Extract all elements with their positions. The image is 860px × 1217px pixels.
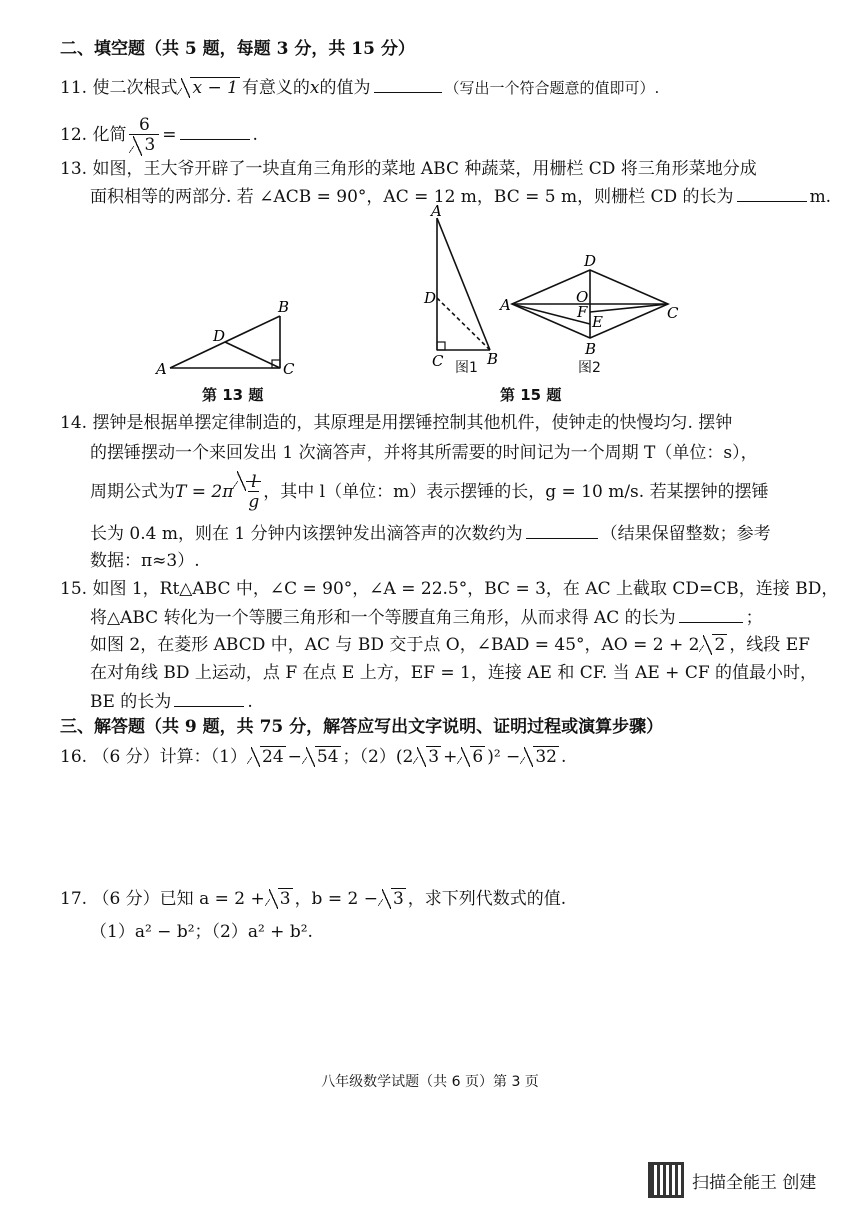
- fig15b-label-f: F: [577, 303, 588, 321]
- answer-blank: [180, 123, 250, 140]
- answer-blank: [374, 76, 442, 93]
- fig1-label: 图1: [455, 360, 478, 376]
- question-14-line-4: 长为 0.4 m，则在 1 分钟内该摆钟发出滴答声的次数约为 （结果保留整数；参考: [90, 524, 771, 544]
- question-number: 14.: [60, 413, 88, 433]
- fig15b-label-d: D: [584, 252, 597, 270]
- watermark-text: 扫描全能王 创建: [692, 1172, 817, 1193]
- fig15b-label-e: E: [592, 313, 603, 331]
- answer-blank: [526, 522, 598, 539]
- qr-code-icon: [648, 1162, 684, 1198]
- figure-15-1: [437, 218, 490, 350]
- question-15-line-4: 在对角线 BD 上运动，点 F 在点 E 上方，EF = 1，连接 AE 和 CF. 当 AE + CF 的值最小时，: [90, 663, 818, 683]
- question-number: 15.: [60, 579, 88, 599]
- fig13-label-a: A: [156, 360, 167, 378]
- question-13-line-1: 13. 如图，王大爷开辟了一块直角三角形的菜地 ABC 种蔬菜，用栅栏 CD 将三角形菜地分成: [60, 159, 757, 179]
- section-2-title: 二、填空题（共 5 题，每题 3 分，共 15 分）: [60, 39, 415, 59]
- question-14-line-5: 数据：π≈3）.: [90, 551, 200, 571]
- question-14-line-3: 周期公式为T = 2π $\frac{l}{g}$ ，其中 l（单位：m）表示摆锤的长，g = 10 m/s. 若某摆钟的摆锤: [90, 472, 769, 512]
- question-16: 16. （6 分）计算：（1） 24 − 54 ；（2）(2 3 + 6 )² − 32 .: [60, 747, 567, 767]
- answer-blank: [174, 690, 244, 707]
- fig15-caption: 第 15 题: [500, 386, 562, 404]
- answer-blank: [679, 606, 743, 623]
- fig15b-label-b: B: [585, 340, 597, 358]
- fig13-label-b: B: [278, 298, 290, 316]
- question-number: 13.: [60, 159, 88, 179]
- question-13-line-2: 面积相等的两部分. 若 ∠ACB = 90°，AC = 12 m，BC = 5 m，则栅栏 CD 的长为 m.: [90, 187, 832, 207]
- question-15-line-1: 15. 如图 1，Rt△ABC 中，∠C = 90°，∠A = 22.5°，BC = 3，在 AC 上截取 CD=CB，连接 BD，: [60, 579, 839, 599]
- question-12: 12. 化简 $\frac{6}{3}$ = .: [60, 112, 258, 158]
- fig15b-label-o: O: [576, 288, 589, 306]
- figure-15-2: [512, 270, 668, 338]
- question-14-line-1: 14. 摆钟是根据单摆定律制造的，其原理是用摆锤控制其他机件，使钟走的快慢均匀. 摆钟: [60, 413, 733, 433]
- fig2-label: 图2: [578, 360, 601, 376]
- question-15-line-3: 如图 2，在菱形 ABCD 中，AC 与 BD 交于点 O，∠BAD = 45°，AO = 2 + 2 2 ，线段 EF: [90, 635, 810, 655]
- fig15a-label-b: B: [487, 350, 499, 368]
- section-3-title: 三、解答题（共 9 题，共 75 分，解答应写出文字说明、证明过程或演算步骤）: [60, 717, 664, 737]
- figures-area: [0, 200, 860, 400]
- fig15a-label-a: A: [431, 202, 442, 220]
- fig13-caption: 第 13 题: [202, 386, 264, 404]
- fig13-label-d: D: [213, 327, 226, 345]
- fig15b-label-a: A: [500, 296, 511, 314]
- page-footer: 八年级数学试题（共 6 页）第 3 页: [321, 1074, 539, 1090]
- question-11: 11. 使二次根式 x − 1 有意义的x的值为 （写出一个符合题意的值即可）.: [60, 78, 660, 98]
- question-17-line-1: 17. （6 分）已知 a = 2 + 3 ，b = 2 − 3 ，求下列代数式的值.: [60, 889, 567, 909]
- fig15a-label-c: C: [432, 352, 444, 370]
- question-number: 11.: [60, 78, 88, 98]
- question-number: 16.: [60, 747, 88, 767]
- question-number: 12.: [60, 125, 88, 145]
- fig13-label-c: C: [283, 360, 295, 378]
- question-15-line-5: BE 的长为 .: [90, 692, 253, 712]
- sqrt-expression: x − 1: [177, 77, 239, 99]
- question-number: 17.: [60, 889, 88, 909]
- scanner-watermark: [648, 1162, 816, 1198]
- question-15-line-2: 将△ABC 转化为一个等腰三角形和一个等腰直角三角形，从而求得 AC 的长为 ；: [90, 608, 763, 628]
- fraction: $\frac{6}{3}$: [129, 116, 159, 155]
- question-17-line-2: （1）a² − b²；（2）a² + b².: [90, 922, 313, 942]
- question-14-line-2: 的摆锤摆动一个来回发出 1 次滴答声，并将其所需要的时间记为一个周期 T（单位：s），: [90, 443, 758, 463]
- fig15a-label-d: D: [424, 289, 437, 307]
- fig15b-label-c: C: [667, 304, 679, 322]
